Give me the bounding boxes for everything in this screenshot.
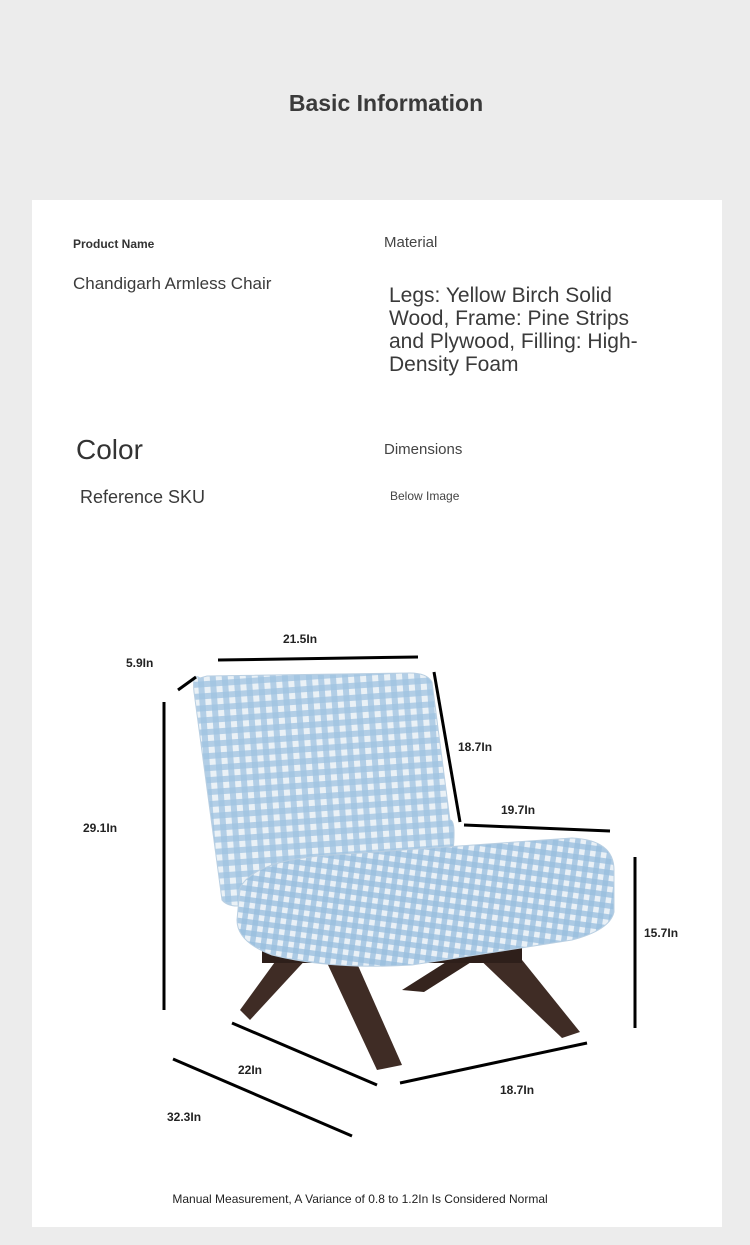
dimensions-value: Below Image (390, 489, 460, 503)
dimensions-label: Dimensions (384, 441, 463, 458)
dim-base-depth: 22In (238, 1063, 263, 1077)
dim-total-height: 29.1In (83, 821, 118, 835)
dim-back-width: 21.5In (283, 632, 318, 646)
page-title: Basic Information (288, 90, 484, 116)
color-label: Color (76, 434, 143, 465)
product-name-label: Product Name (73, 237, 155, 251)
dim-overall-depth: 32.3In (167, 1110, 202, 1124)
measurement-note: Manual Measurement, A Variance of 0.8 to 1.2In Is Considered Normal (172, 1192, 548, 1206)
dim-seat-height: 15.7In (644, 926, 679, 940)
dim-back-thickness: 5.9In (126, 656, 154, 670)
material-label: Material (384, 234, 438, 251)
chair-dimension-diagram (32, 200, 722, 1227)
dim-base-width: 18.7In (500, 1083, 535, 1097)
dim-back-height: 18.7In (458, 740, 493, 754)
color-value: Reference SKU (80, 487, 206, 507)
product-name-value: Chandigarh Armless Chair (73, 274, 272, 293)
dim-seat-depth: 19.7In (501, 803, 536, 817)
material-value: Legs: Yellow Birch Solid Wood, Frame: Pine Strips and Plywood, Filling: High-Density Foam (389, 284, 638, 376)
info-card (32, 200, 722, 1227)
